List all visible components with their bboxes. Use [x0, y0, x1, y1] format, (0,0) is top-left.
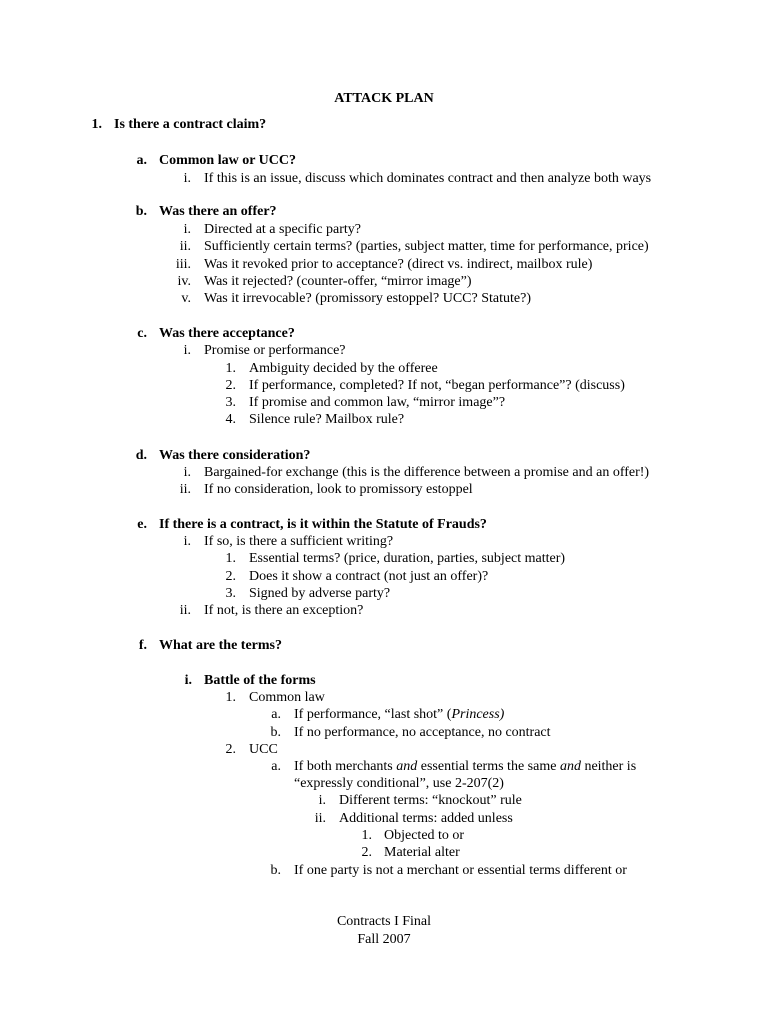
- outline-marker: i.: [183, 343, 191, 358]
- text-segment: Common law or UCC?: [159, 153, 297, 168]
- text-segment: Silence rule? Mailbox rule?: [249, 412, 405, 427]
- outline-marker: 1.: [225, 690, 236, 705]
- outline-marker: a.: [271, 707, 281, 722]
- text-segment: “expressly conditional”, use 2-207(2): [294, 776, 504, 791]
- text-segment: If promise and common law, “mirror image”?: [249, 395, 506, 410]
- text-segment: If one party is not a merchant or essential terms different or: [294, 863, 627, 878]
- emphasis-text: and: [559, 759, 581, 774]
- outline-text: [159, 152, 296, 169]
- outline-text: [204, 342, 346, 359]
- footer-course: Contracts I Final: [336, 914, 432, 929]
- outline-text: [159, 447, 310, 464]
- outline-marker: i.: [183, 171, 191, 186]
- text-segment: Ambiguity decided by the offeree: [249, 361, 438, 376]
- text-segment: If not, is there an exception?: [204, 603, 364, 618]
- outline-marker: b.: [135, 204, 147, 219]
- text-segment: Does it show a contract (not just an offer)?: [249, 569, 489, 584]
- outline-text: [159, 203, 277, 220]
- text-segment: Material alter: [384, 845, 460, 860]
- outline-marker: 1.: [361, 828, 372, 843]
- outline-marker: e.: [137, 517, 147, 532]
- outline-marker: i.: [318, 793, 326, 808]
- outline-text: [204, 273, 472, 290]
- text-segment: UCC: [249, 742, 278, 757]
- text-segment: Was there consideration?: [159, 448, 311, 463]
- outline-text: [204, 256, 592, 273]
- text-segment: Was there an offer?: [159, 204, 277, 219]
- outline-marker: b.: [270, 725, 281, 740]
- outline-marker: ii.: [179, 482, 191, 497]
- outline-text: [249, 394, 505, 411]
- outline-marker: iv.: [177, 274, 191, 289]
- text-segment: Was it irrevocable? (promissory estoppel? UCC? Statute?): [204, 291, 531, 306]
- text-segment: Is there a contract claim?: [114, 117, 267, 132]
- outline-text: [294, 775, 504, 792]
- text-segment: If both merchants: [294, 759, 397, 774]
- outline-marker: 1.: [91, 117, 102, 132]
- outline-text: [159, 325, 295, 342]
- outline-text: [339, 792, 522, 809]
- text-segment: Promise or performance?: [204, 343, 346, 358]
- outline-text: [204, 672, 316, 689]
- outline-text: [384, 827, 464, 844]
- outline-text: [249, 568, 488, 585]
- outline-text: [249, 377, 625, 394]
- text-segment: Additional terms: added unless: [339, 811, 513, 826]
- outline-text: [249, 360, 438, 377]
- text-segment: If performance, “last shot” (: [294, 707, 452, 722]
- text-segment: essential terms the same: [417, 759, 560, 774]
- outline-marker: ii.: [179, 603, 191, 618]
- outline-text: [204, 221, 361, 238]
- text-segment: If this is an issue, discuss which dominates contract and then analyze both ways: [204, 171, 652, 186]
- outline-marker: 4.: [225, 412, 236, 427]
- outline-text: [249, 550, 565, 567]
- outline-text: [294, 724, 551, 741]
- outline-text: [204, 464, 649, 481]
- outline-marker: d.: [135, 448, 147, 463]
- text-segment: If no consideration, look to promissory estoppel: [204, 482, 473, 497]
- outline-marker: a.: [271, 759, 281, 774]
- outline-text: [384, 844, 460, 861]
- outline-marker: 1.: [225, 551, 236, 566]
- outline-text: [249, 741, 278, 758]
- text-segment: If there is a contract, is it within the Statute of Frauds?: [159, 517, 487, 532]
- outline-marker: 2.: [225, 569, 236, 584]
- outline-text: [159, 516, 487, 533]
- outline-text: [249, 411, 404, 428]
- outline-text: [294, 758, 636, 775]
- outline-marker: 1.: [225, 361, 236, 376]
- text-segment: Essential terms? (price, duration, parties, subject matter): [249, 551, 566, 566]
- outline-marker: 2.: [225, 378, 236, 393]
- outline-text: [204, 481, 473, 498]
- text-segment: Different terms: “knockout” rule: [339, 793, 522, 808]
- outline-marker: i.: [184, 673, 192, 688]
- outline-marker: 3.: [225, 586, 236, 601]
- outline-text: [294, 706, 504, 723]
- text-segment: What are the terms?: [159, 638, 282, 653]
- text-segment: Common law: [249, 690, 325, 705]
- outline-text: [114, 116, 266, 133]
- outline-text: [294, 862, 627, 879]
- outline-text: [249, 585, 390, 602]
- case-name-italic: Princess): [451, 707, 505, 722]
- outline-marker: iii.: [175, 257, 191, 272]
- text-segment: If no performance, no acceptance, no contract: [294, 725, 551, 740]
- emphasis-text: and: [396, 759, 418, 774]
- document-title: ATTACK PLAN: [334, 91, 434, 106]
- text-segment: Sufficiently certain terms? (parties, subject matter, time for performance, price): [204, 239, 649, 254]
- outline-marker: b.: [270, 863, 281, 878]
- text-segment: Signed by adverse party?: [249, 586, 391, 601]
- text-segment: Objected to or: [384, 828, 465, 843]
- outline-marker: ii.: [314, 811, 326, 826]
- outline-text: [159, 637, 282, 654]
- outline-text: [204, 533, 393, 550]
- outline-marker: f.: [138, 638, 147, 653]
- text-segment: Directed at a specific party?: [204, 222, 362, 237]
- outline-marker: i.: [183, 534, 191, 549]
- outline-text: [204, 170, 651, 187]
- outline-text: [204, 238, 649, 255]
- outline-text: [249, 689, 325, 706]
- text-segment: If performance, completed? If not, “began performance”? (discuss): [249, 378, 625, 393]
- text-segment: Was it revoked prior to acceptance? (direct vs. indirect, mailbox rule): [204, 257, 593, 272]
- text-segment: neither is: [580, 759, 637, 774]
- text-segment: Was there acceptance?: [159, 326, 295, 341]
- text-segment: Battle of the forms: [204, 673, 316, 688]
- text-segment: If so, is there a sufficient writing?: [204, 534, 394, 549]
- outline-marker: ii.: [179, 239, 191, 254]
- footer-term: Fall 2007: [357, 932, 411, 947]
- outline-marker: 2.: [225, 742, 236, 757]
- outline-marker: 2.: [361, 845, 372, 860]
- outline-text: [204, 290, 531, 307]
- text-segment: Bargained-for exchange (this is the difference between a promise and an offer!): [204, 465, 650, 480]
- outline-marker: i.: [183, 465, 191, 480]
- text-segment: Was it rejected? (counter-offer, “mirror image”): [204, 274, 472, 289]
- outline-marker: c.: [137, 326, 147, 341]
- outline-text: [339, 810, 513, 827]
- outline-marker: a.: [136, 153, 147, 168]
- outline-marker: v.: [181, 291, 191, 306]
- outline-text: [204, 602, 363, 619]
- outline-marker: 3.: [225, 395, 236, 410]
- outline-marker: i.: [183, 222, 191, 237]
